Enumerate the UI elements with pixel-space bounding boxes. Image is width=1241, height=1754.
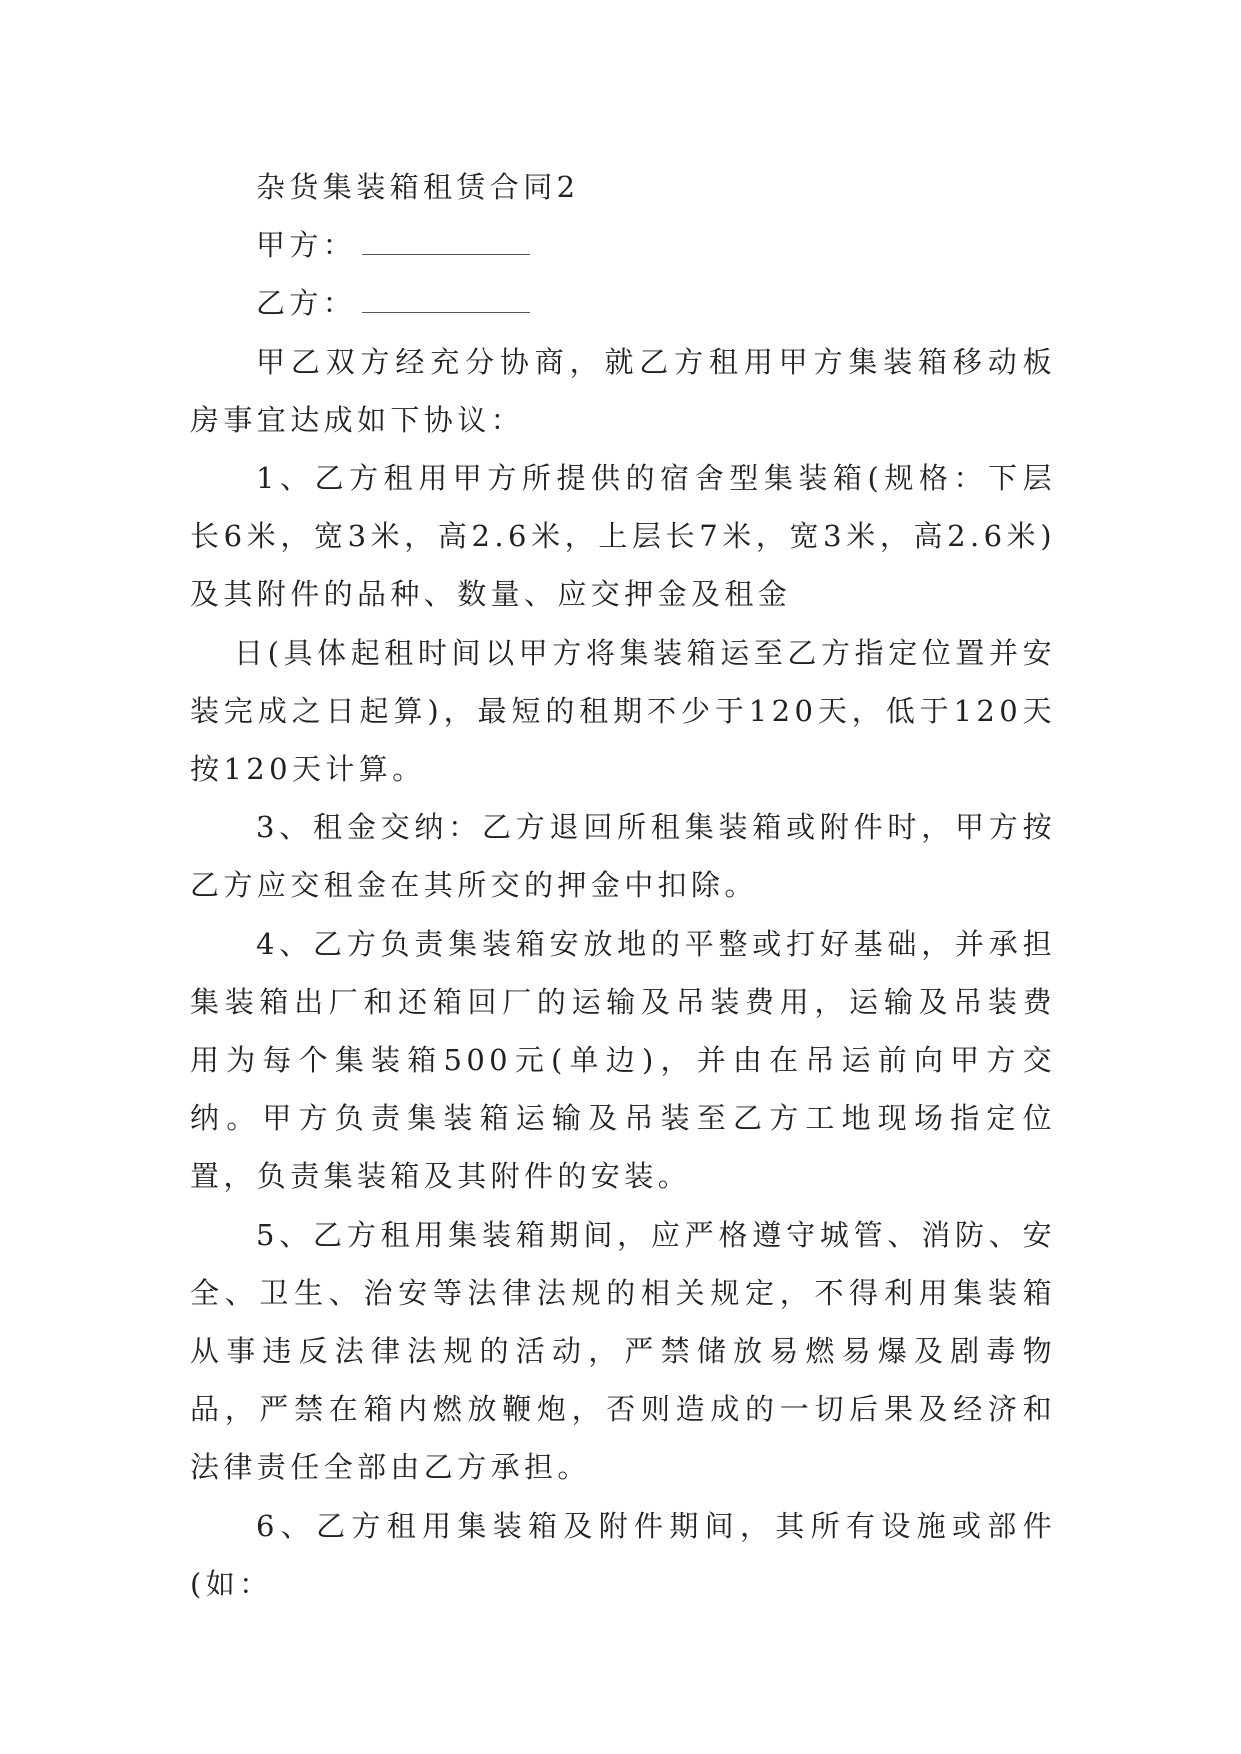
clause-3: 3、租金交纳：乙方退回所租集装箱或附件时，甲方按乙方应交租金在其所交的押金中扣除。: [190, 810, 1056, 903]
clause-4: 4、乙方负责集装箱安放地的平整或打好基础，并承担集装箱出厂和还箱回厂的运输及吊装费用，运输及吊装费用为每个集装箱500元(单边)，并由在吊运前向甲方交纳。甲方负责集装箱运输及吊装至乙方工地现场指定位置，负责集装箱及其附件的安装。: [190, 926, 1056, 1194]
document-title: 杂货集装箱租赁合同2: [256, 170, 580, 204]
clause-rent-term: 日(具体起租时间以甲方将集装箱运至乙方指定位置并安装完成之日起算)，最短的租期不少于120天，低于120天按120天计算。: [190, 635, 1056, 787]
clause-6: 6、乙方租用集装箱及附件期间，其所有设施或部件(如：: [190, 1508, 1056, 1601]
party-a-label: 甲方：: [256, 228, 357, 263]
document-body: [190, 158, 1056, 1613]
party-a-blank: [362, 228, 530, 255]
clause-5: 5、乙方租用集装箱期间，应严格遵守城管、消防、安全、卫生、治安等法律法规的相关规定，不得利用集装箱从事违反法律法规的活动，严禁储放易燃易爆及剧毒物品，严禁在箱内燃放鞭炮，否则造成的一切后果及经济和法律责任全部由乙方承担。: [190, 1217, 1056, 1485]
party-b-line: [190, 274, 1056, 332]
party-b-label: 乙方：: [256, 286, 357, 321]
party-b-blank: [362, 286, 530, 313]
party-a-line: [190, 216, 1056, 274]
intro-paragraph: 甲乙双方经充分协商，就乙方租用甲方集装箱移动板房事宜达成如下协议：: [190, 344, 1056, 437]
clause-1: 1、乙方租用甲方所提供的宿舍型集装箱(规格：下层长6米，宽3米，高2.6米，上层长7米，宽3米，高2.6米)及其附件的品种、数量、应交押金及租金: [190, 461, 1056, 612]
